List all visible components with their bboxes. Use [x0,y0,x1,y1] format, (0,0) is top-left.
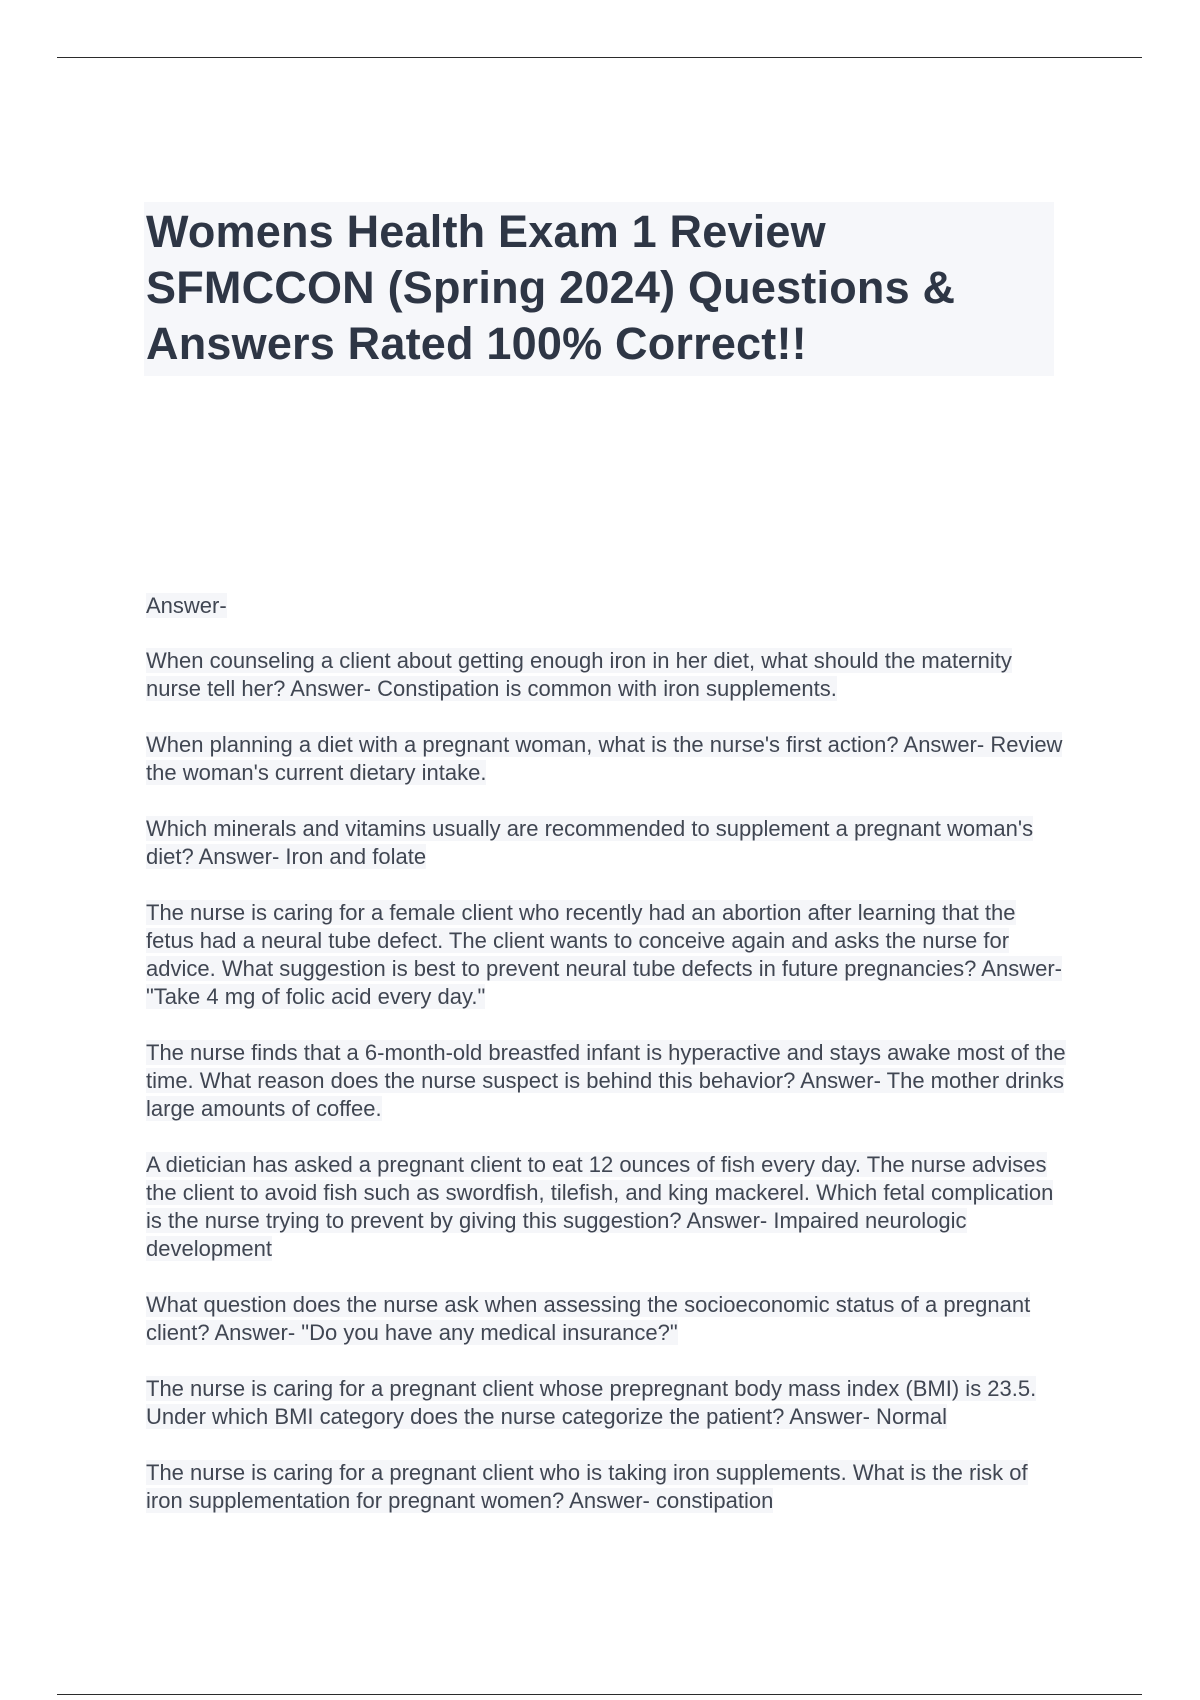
qa-content [146,592,1066,1543]
title-line-3: Answers Rated 100% Correct!! [146,318,807,369]
top-rule [57,57,1142,58]
qa-item-6-text: A dietician has asked a pregnant client to eat 12 ounces of fish every day. The nurse advises the client to avoid fish such as swordfish, tilefish, and king mackerel. Which fetal complication is the nurse trying to prevent by giving this suggestion? Answer- Impaired neurologic development [146,1152,1054,1261]
qa-item-7 [146,1291,1066,1347]
qa-item-4 [146,899,1066,1011]
qa-item-8-text: The nurse is caring for a pregnant client whose prepregnant body mass index (BMI) is 23.5. Under which BMI category does the nurse categorize the patient? Answer- Normal [146,1376,1037,1429]
title-block [144,202,1054,376]
qa-item-9-text: The nurse is caring for a pregnant client who is taking iron supplements. What is the risk of iron supplementation for pregnant women? Answer- constipation [146,1460,1028,1513]
qa-item-5 [146,1039,1066,1123]
qa-item-9 [146,1459,1066,1515]
bottom-rule [57,1694,1142,1695]
qa-item-8 [146,1375,1066,1431]
qa-item-3 [146,815,1066,871]
qa-item-6 [146,1151,1066,1263]
intro-answer [146,592,1066,620]
qa-item-5-text: The nurse finds that a 6-month-old breastfed infant is hyperactive and stays awake most of the time. What reason does the nurse suspect is behind this behavior? Answer- The mother drinks large amounts of coffee. [146,1040,1066,1121]
title-line-2: SFMCCON (Spring 2024) Questions & [146,262,956,313]
qa-item-7-text: What question does the nurse ask when assessing the socioeconomic status of a pregnant client? Answer- "Do you have any medical insurance?" [146,1292,1031,1345]
qa-item-1-text: When counseling a client about getting enough iron in her diet, what should the maternity nurse tell her? Answer- Constipation is common with iron supplements. [146,648,1012,701]
title-line-1: Womens Health Exam 1 Review [146,206,826,257]
qa-item-1 [146,647,1066,703]
document-title [146,204,1052,372]
qa-item-2-text: When planning a diet with a pregnant woman, what is the nurse's first action? Answer- Review the woman's current dietary intake. [146,732,1063,785]
intro-answer-text: Answer- [146,593,227,618]
qa-item-4-text: The nurse is caring for a female client who recently had an abortion after learning that the fetus had a neural tube defect. The client wants to conceive again and asks the nurse for advice. What suggestion is best to prevent neural tube defects in future pregnancies? Answer- "Take 4 mg of folic acid every day." [146,900,1062,1009]
qa-item-2 [146,731,1066,787]
qa-item-3-text: Which minerals and vitamins usually are recommended to supplement a pregnant woman's diet? Answer- Iron and folate [146,816,1034,869]
